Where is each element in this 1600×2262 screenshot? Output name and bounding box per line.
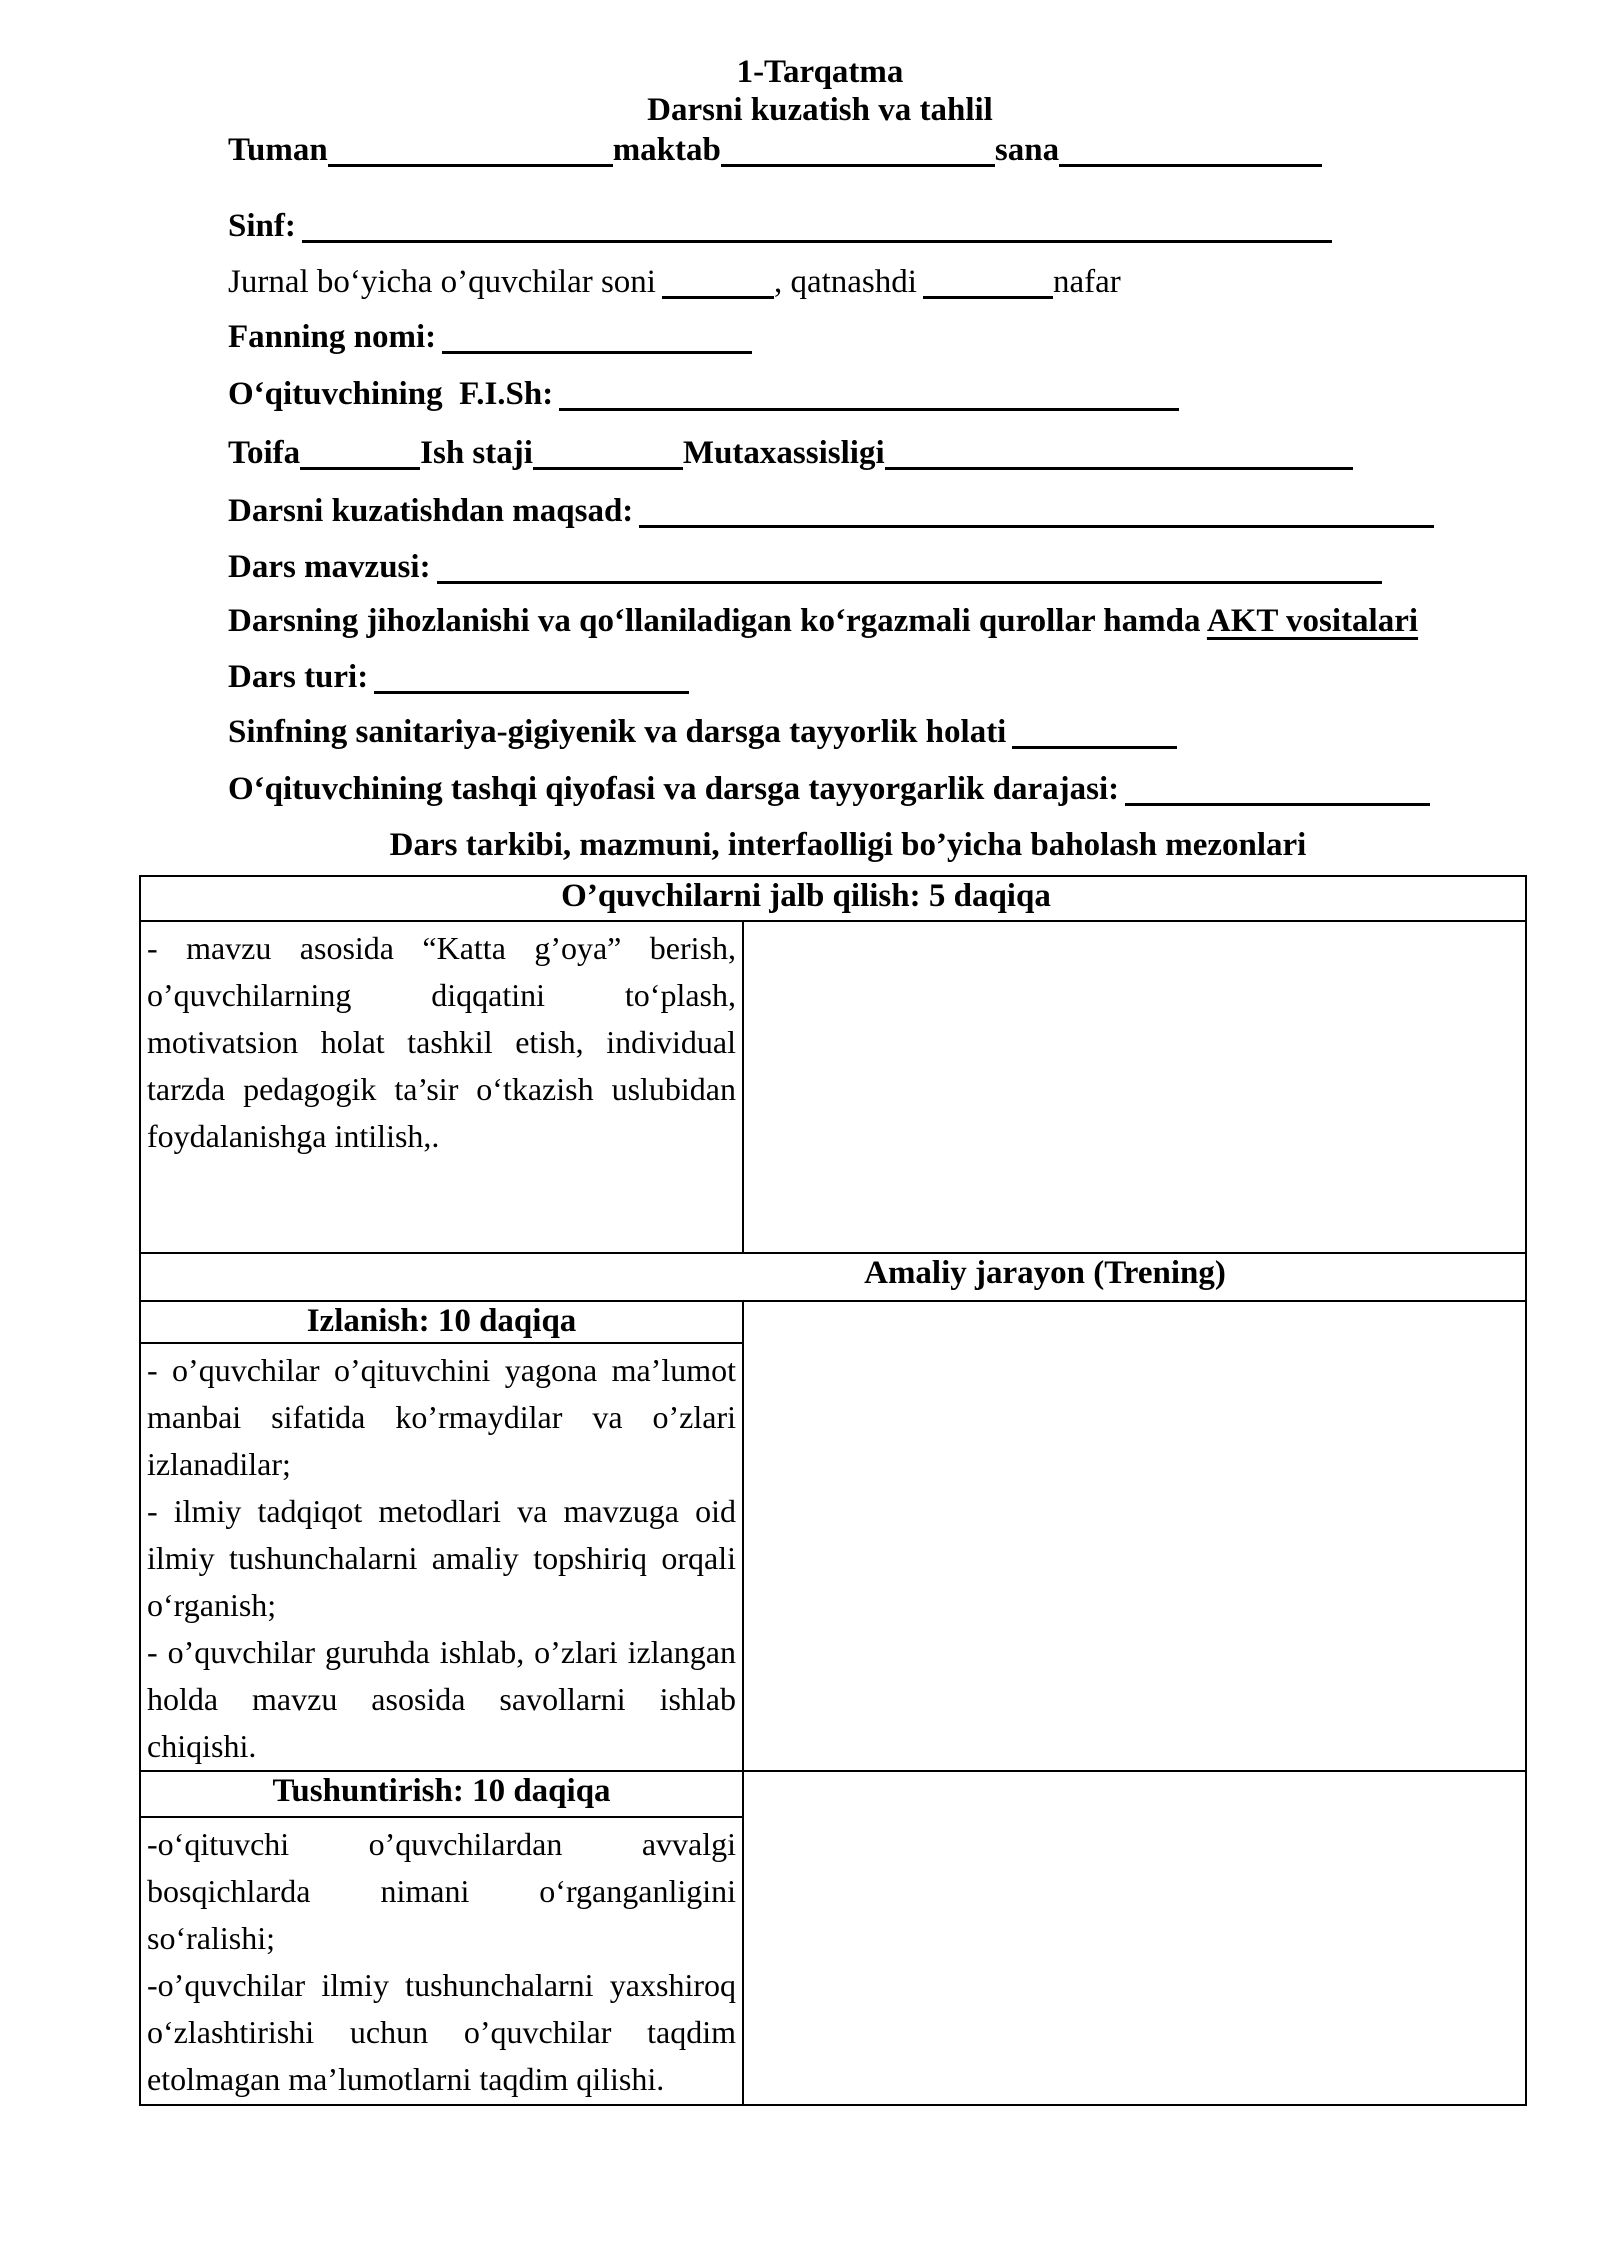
field-line-tuman-maktab-sana [228,128,1322,172]
sinf-label: Sinf: [228,208,296,244]
jalb-qilish-header-cell: O’quvchilarni jalb qilish: 5 daqiqa [140,876,1526,921]
tuman-label: Tuman [228,132,328,168]
jurnal-label: Jurnal bo‘yicha o’quvchilar soni [228,264,656,300]
tushuntirish-item: -o‘qituvchi o’quvchilardan avvalgi bosqichlarda nimani o‘rganganligini so‘ralishi; [147,1826,736,1956]
qatnashdi-label: , qatnashdi [773,264,917,300]
field-line-fish [228,372,1179,416]
field-line-jihozlanishi [228,599,1418,643]
tushuntirish-criteria-cell [140,1817,743,2105]
tashqi-qiyofa-blank[interactable] [1125,802,1430,806]
field-line-turi [228,655,689,699]
field-line-toifa [228,431,1353,475]
jalb-qilish-text: - mavzu asosida “Katta g’oya” berish, o’quvchilarning diqqatini to‘plash, motivatsion holat tashkil etish, individual tarzda pedagogik ta’sir o‘tkazish uslubidan foydalanishga intilish,. [147,930,736,1154]
soni-blank[interactable] [662,295,774,299]
izlanish-item: - o’quvchilar o’qituvchini yagona ma’lumot manbai sifatida ko’rmaydilar va o’zlari izlanadilar; [147,1352,736,1482]
tushuntirish-header-cell: Tushuntirish: 10 daqiqa [140,1771,743,1817]
maqsad-blank[interactable] [639,524,1434,528]
doc-subtitle: Darsni kuzatish va tahlil [647,92,993,128]
ish-staji-blank[interactable] [533,466,683,470]
toifa-label: Toifa [228,435,301,471]
akt-vositalari-underlined: AKT vositalari [1206,603,1419,639]
table-row [140,876,1526,921]
dars-turi-blank[interactable] [374,690,689,694]
nafar-label: nafar [1052,264,1121,300]
field-line-jurnal [228,260,1121,304]
tashqi-qiyofa-label: O‘qituvchining tashqi qiyofasi va darsga tayyorgarlik darajasi: [228,771,1120,807]
field-line-sanitariya [228,710,1177,754]
mutaxassisligi-label: Mutaxassisligi [682,435,885,471]
ish-staji-label: Ish staji [420,435,533,471]
field-line-maqsad [228,489,1434,533]
maktab-blank[interactable] [721,163,995,167]
table-row [140,1301,1526,1343]
tuman-blank[interactable] [328,163,613,167]
dars-turi-label: Dars turi: [228,659,369,695]
field-line-tashqi-qiyofa [228,767,1430,811]
mavzusi-blank[interactable] [437,580,1382,584]
maktab-label: maktab [612,132,721,168]
doc-title: 1-Tarqatma [736,54,904,90]
izlanish-header-cell: Izlanish: 10 daqiqa [140,1301,743,1343]
izlanish-item: - o’quvchilar guruhda ishlab, o’zlari izlangan holda mavzu asosida savollarni ishlab chiqishi. [147,1634,736,1764]
notes-cell-jalb[interactable] [743,921,1526,1253]
fanning-nomi-label: Fanning nomi: [228,319,437,355]
fanning-nomi-blank[interactable] [442,350,752,354]
jihozlanishi-text: Darsning jihozlanishi va qo‘llaniladigan ko‘rgazmali qurollar hamda [228,603,1207,639]
table-row [140,921,1526,1253]
field-line-mavzusi [228,545,1382,589]
izlanish-criteria-cell [140,1343,743,1771]
sanitariya-label: Sinfning sanitariya-gigiyenik va darsga tayyorlik holati [228,714,1007,750]
criteria-section-heading: Dars tarkibi, mazmuni, interfaolligi bo’yicha baholash mezonlari [389,827,1307,863]
jalb-qilish-criteria-cell [140,921,743,1253]
sanitariya-blank[interactable] [1012,745,1177,749]
table-row [140,1253,1526,1301]
fish-blank[interactable] [559,407,1179,411]
sinf-blank[interactable] [302,239,1332,243]
criteria-table [139,875,1527,2106]
notes-cell-tushuntirish[interactable] [743,1771,1526,2105]
maqsad-label: Darsni kuzatishdan maqsad: [228,493,634,529]
toifa-blank[interactable] [300,466,420,470]
table-row [140,1771,1526,1817]
qatnashdi-blank[interactable] [923,295,1053,299]
izlanish-item: - ilmiy tadqiqot metodlari va mavzuga oid ilmiy tushunchalarni amaliy topshiriq orqali o‘rganish; [147,1493,736,1623]
fish-label: O‘qituvchining F.I.Sh: [228,376,554,412]
field-line-fanning-nomi [228,315,752,359]
notes-cell-izlanish[interactable] [743,1301,1526,1771]
field-line-sinf [228,204,1332,248]
mavzusi-label: Dars mavzusi: [228,549,431,585]
sana-blank[interactable] [1059,163,1322,167]
sana-label: sana [994,132,1060,168]
tushuntirish-item: -o’quvchilar ilmiy tushunchalarni yaxshiroq o‘zlashtirishi uchun o’quvchilar taqdim etolmagan ma’lumotlarni taqdim qilishi. [147,1967,736,2097]
mutaxassisligi-blank[interactable] [885,466,1353,470]
amaliy-jarayon-header-cell: Amaliy jarayon (Trening) [140,1253,1526,1301]
